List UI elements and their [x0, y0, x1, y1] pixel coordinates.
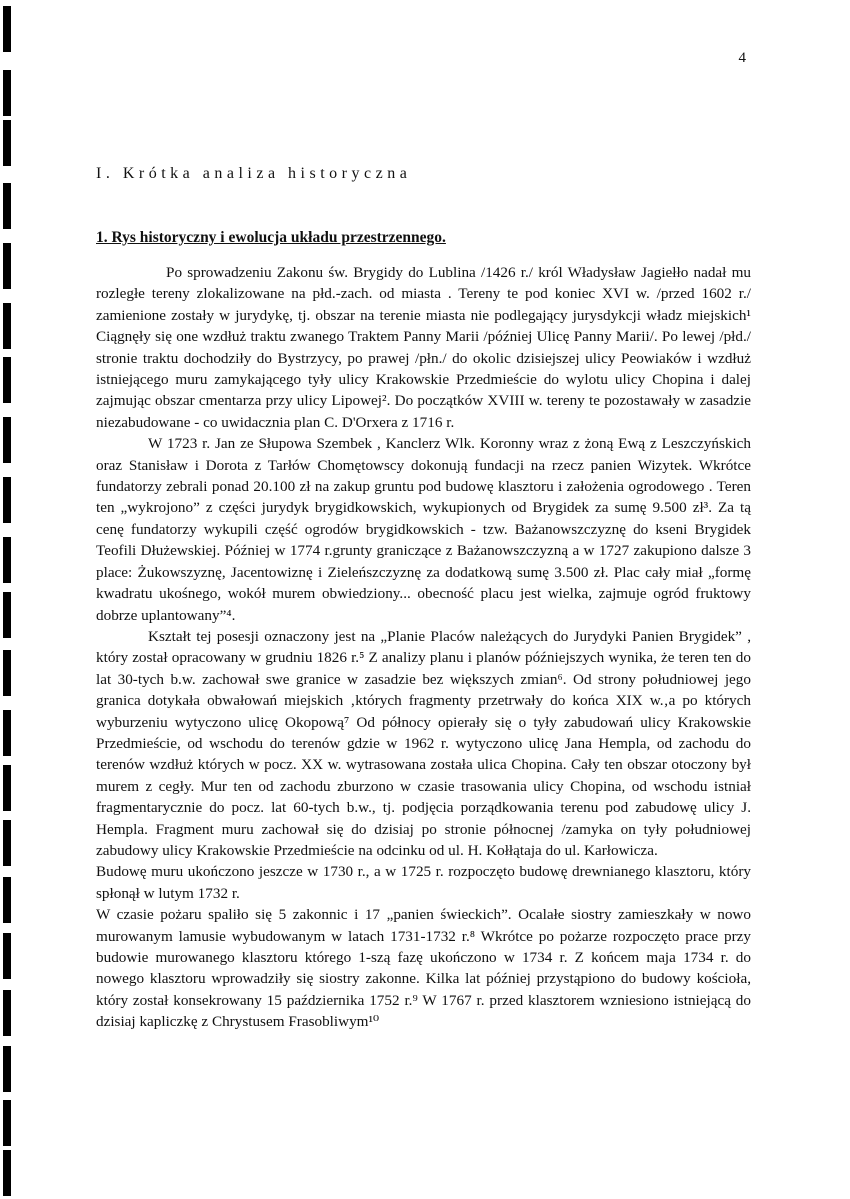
body-text [96, 262, 751, 1033]
paragraph: Budowę muru ukończono jeszcze w 1730 r., a w 1725 r. rozpoczęto budowę drewnianego klasztoru, który spłonął w lutym 1732 r. [96, 863, 751, 902]
page-number: 4 [738, 50, 746, 66]
scan-edge-marks [0, 0, 14, 1199]
paragraph: Po sprowadzeniu Zakonu św. Brygidy do Lublina /1426 r./ król Władysław Jagiełło nadał mu rozległe tereny zlokalizowane na płd.-zach. od miasta . Tereny te pod koniec XVI w. /przed 1602 r./ zamienione zostały w jurydykę, tj. obszar na terenie miasta nie podlegający jurysdykcji władz miejskich¹ Ciągnęły się one wzdłuż traktu zwanego Traktem Panny Marii /później Ulicę Panny Marii/. Po lewej /płd./ stronie traktu dochodziły do Bystrzycy, po prawej /płn./ do okolic dzisiejszej ulicy Peowiaków i wzdłuż istniejącego muru zamykającego tyły ulicy Krakowskie Przedmieście do wylotu ulicy Chopina i dalej zajmując obszar cmentarza przy ulicy Lipowej². Do początków XVIII w. tereny te pozostawały w zasadzie niezabudowane - co uwidacznia plan C. D'Orxera z 1716 r. [96, 264, 751, 431]
paragraph: Kształt tej posesji oznaczony jest na „Planie Placów należących do Jurydyki Panien Brygidek” , który został opracowany w grudniu 1826 r.⁵ Z analizy planu i planów późniejszych wynika, że teren ten do lat 30-tych b.w. zachował swe granice w zasadzie bez większych zmian⁶. Od strony południowej jego granica dotykała obwałowań miejskich ‚których fragmenty przetrwały do końca XIX w.‚a po których wyburzeniu wytyczono ulicę Okopową⁷ Od północy opierały się o tyły zabudowań ulicy Krakowskie Przedmieście, od wschodu do terenów gdzie w 1962 r. wytyczono ulicę Jana Hempla, od zachodu do terenów wzdłuż których w pocz. XX w. wytrasowana została ulica Chopina. Cały ten obszar otoczony był murem z cegły. Mur ten od zachodu zburzono w czasie trasowania ulicy Chopina, od wschodu istniał fragmentarycznie do pocz. lat 60-tych b.w., tj. podjęcia porządkowania terenu pod zabudowę ulicy J. Hempla. Fragment muru zachował się do dzisiaj po stronie północnej /zamyka on tyły południowej zabudowy ulicy Krakowskie Przedmieście na odcinku od ul. H. Kołłątaja do ul. Karłowicza. [96, 627, 751, 859]
paragraph: W czasie pożaru spaliło się 5 zakonnic i 17 „panien świeckich”. Ocalałe siostry zamieszkały w nowo murowanym lamusie wybudowanym w latach 1731-1732 r.⁸ Wkrótce po pożarze rozpoczęto prace przy budowie murowanego klasztoru którego 1-szą fazę ukończono w 1734 r. Z końcem maja 1734 r. do nowego klasztoru wprowadziły się siostry zakonne. Kilka lat później przystąpiono do budowy kościoła, który został konsekrowany 15 października 1752 r.⁹ W 1767 r. przed klasztorem wzniesiono istniejącą do dzisiaj kapliczkę z Chrystusem Frasobliwym¹⁰ [96, 906, 751, 1031]
paragraph: W 1723 r. Jan ze Słupowa Szembek , Kanclerz Wlk. Koronny wraz z żoną Ewą z Leszczyńskich oraz Stanisław i Dorota z Tarłów Chomętowscy dokonują fundacji na rzecz panien Wizytek. Wkrótce fundatorzy zebrali ponad 20.100 zł na zakup gruntu pod budowę klasztoru i założenia ogrodowego . Teren ten „wykrojono” z części jurydyk brygidkowskich, wykupionych od Brygidek za sumę 9.500 zł³. Za tą cenę fundatorzy wykupili część ogrodów brygidkowskich - tzw. Bażanowszczyznę do kseni Brygidek Teofili Dłużewskiej. Później w 1774 r.grunty graniczące z Bażanowszczyzną a w 1727 zakupiono dalsze 3 place: Żukowszyznę, Jacentowiznę i Zieleńszczyznę za dodatkową sumę 3.500 zł. Plac cały miał „formę kwadratu ukośnego, wokół murem obwiedziony... obecność placu jest wielka, zajmuje ogród fruktowy dobrze uplantowany”⁴. [96, 435, 751, 624]
subsection-heading: 1. Rys historyczny i ewolucja układu przestrzennego. [96, 229, 446, 246]
section-heading: I. Krótka analiza historyczna [96, 165, 412, 182]
